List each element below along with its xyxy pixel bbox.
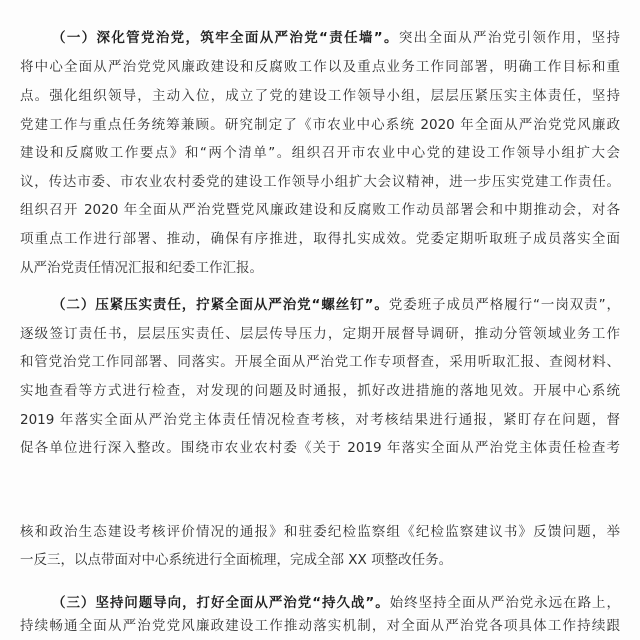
paragraph-2-line: 促各单位进行深入整改。围绕市农业农村委《关于 2019 年落实全面从严治党主体责任检查考 (20, 440, 620, 456)
paragraph-2-heading: （二）压紧压实责任，拧紧全面从严治党“螺丝钉”。 (52, 297, 389, 313)
paragraph-3-line-1 (52, 591, 620, 615)
paragraph-2-line: 核和政治生态建设考核评价情况的通报》和驻委纪检监察组《纪检监察建议书》反馈问题，举 (20, 524, 620, 540)
paragraph-2-line: 一反三，以点带面对中心系统进行全面梳理，完成全部 XX 项整改任务。 (20, 552, 453, 568)
paragraph-1-line: 议，传达市委、市农业农村委党的建设工作领导小组扩大会议精神，进一步压实党建工作责任。 (20, 174, 620, 190)
paragraph-1-line: 建设和反腐败工作要点》和“两个清单”。组织召开市农业中心党的建设工作领导小组扩大会 (20, 145, 620, 161)
paragraph-1-line: 从严治党责任情况汇报和纪委工作汇报。 (20, 260, 263, 276)
paragraph-2-line: 实地查看等方式进行检查，对发现的问题及时通报，抓好改进措施的落地见效。开展中心系统 (20, 383, 620, 399)
paragraph-2-line-1 (52, 293, 620, 317)
paragraph-1-line: 党建工作与重点任务统筹兼顾。研究制定了《市农业中心系统 2020 年全面从严治党党风廉政 (20, 117, 620, 133)
paragraph-1-line: 将中心全面从严治党党风廉政建设和反腐败工作以及重点业务工作同部署，明确工作目标和重 (20, 59, 620, 75)
paragraph-1-line: 点。强化组织领导，主动入位，成立了党的建设工作领导小组，层层压紧压实主体责任，坚持 (20, 88, 620, 104)
paragraph-3-line: 持续畅通全面从严治党党风廉政建设工作推动落实机制，对全面从严治党各项具体工作持续跟 (20, 618, 620, 634)
paragraph-1-line: 组织召开 2020 年全面从严治党暨党风廉政建设和反腐败工作动员部署会和中期推动会，对各 (20, 202, 620, 218)
paragraph-2-line: 2019 年落实全面从严治党主体责任情况检查考核，对考核结果进行通报，紧盯存在问题，督 (20, 412, 620, 428)
paragraph-1-heading: （一）深化管党治党，筑牢全面从严治党“责任墙”。 (52, 30, 399, 46)
paragraph-2-line: 逐级签订责任书，层层压实责任、层层传导压力，定期开展督导调研，推动分管领域业务工作 (20, 326, 620, 342)
paragraph-text: 始终坚持全面从严治党永远在路上， (389, 595, 620, 611)
paragraph-1-line: 项重点工作进行部署、推动，确保有序推进，取得扎实成效。党委定期听取班子成员落实全面 (20, 231, 620, 247)
paragraph-2-line: 和管党治党工作同部署、同落实。开展全面从严治党工作专项督查，采用听取汇报、查阅材料、 (20, 354, 620, 370)
paragraph-text: 党委班子成员严格履行“一岗双责”， (388, 297, 620, 313)
paragraph-1-line-1 (52, 26, 620, 50)
paragraph-text: 突出全面从严治党引领作用，坚持 (398, 30, 621, 46)
paragraph-3-heading: （三）坚持问题导向，打好全面从严治党“持久战”。 (52, 595, 390, 611)
